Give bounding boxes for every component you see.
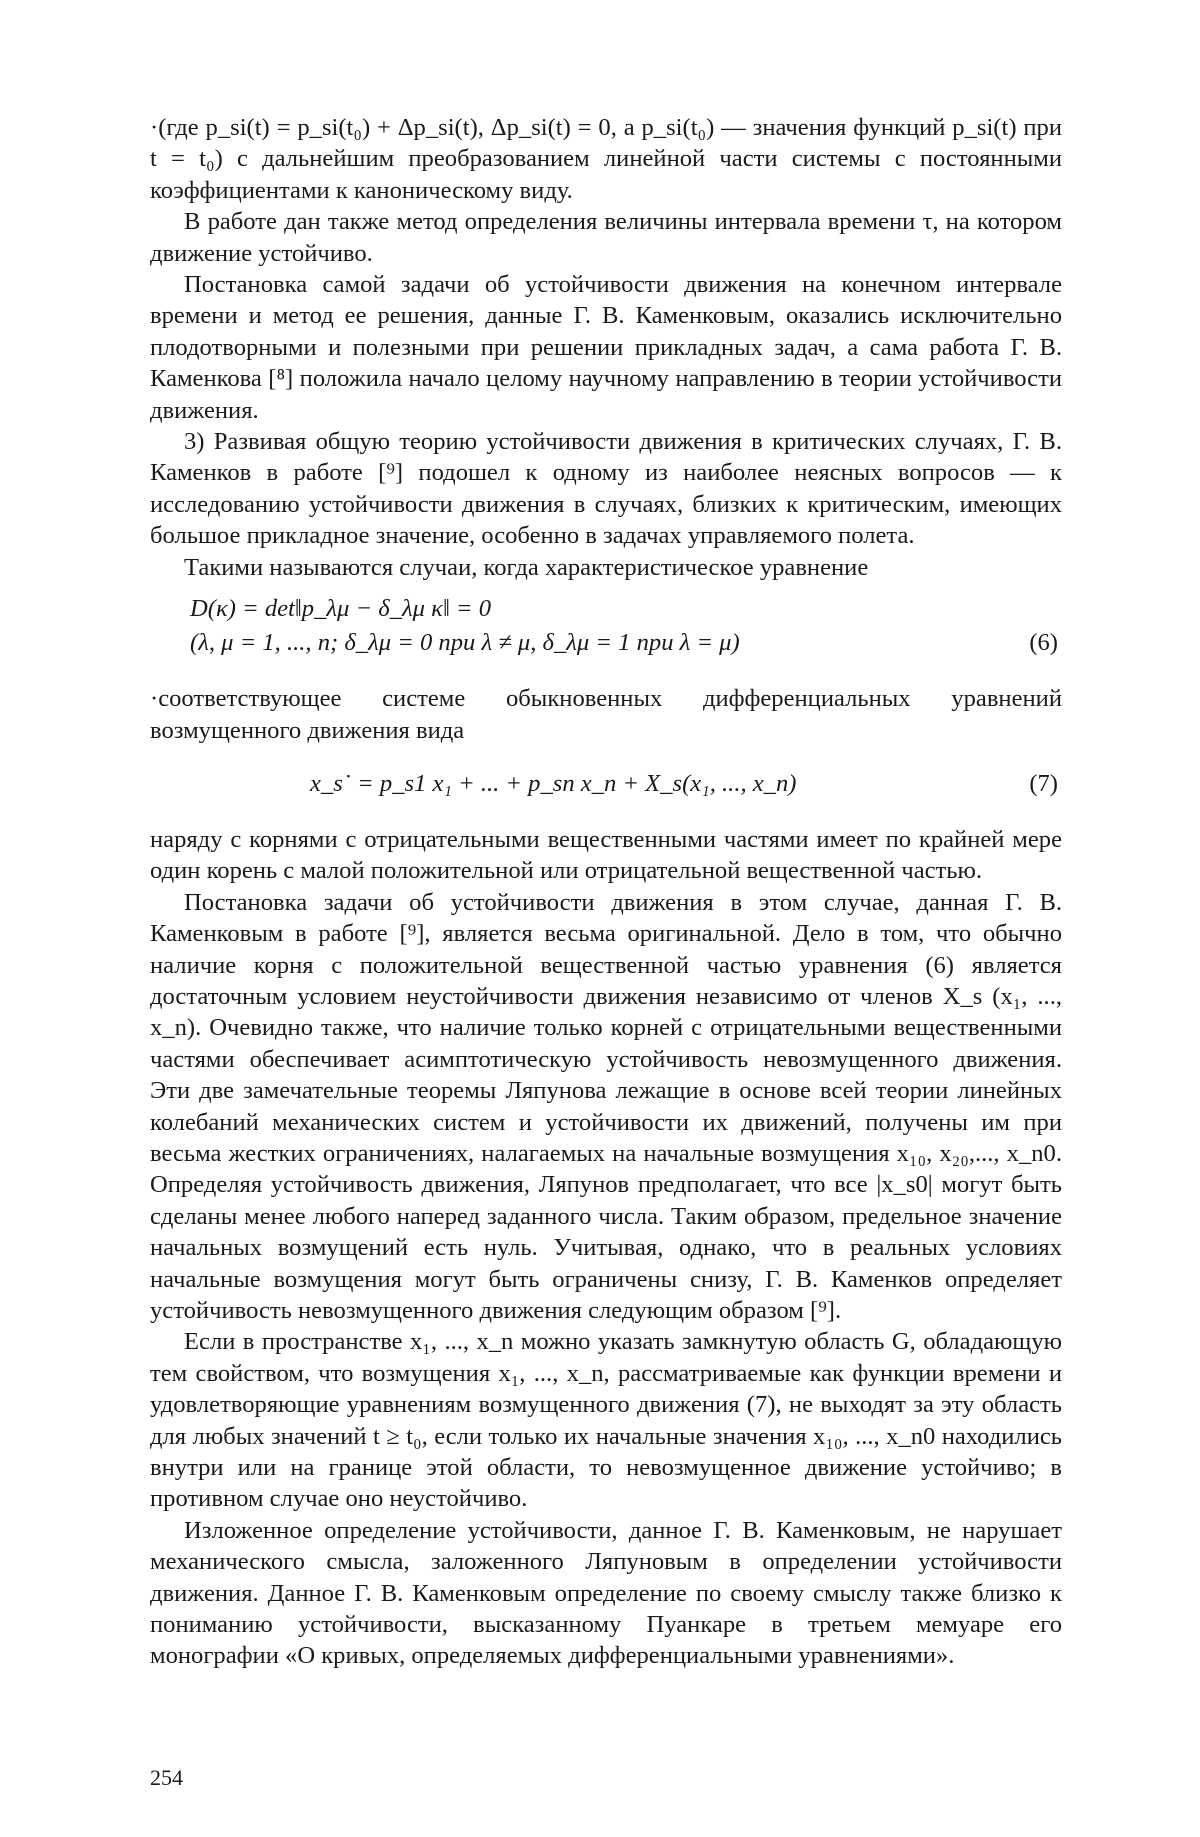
body-text	[150, 112, 1062, 1672]
paragraph-4: 3) Развивая общую теорию устойчивости движения в критических случаях, Г. В. Каменков в работе [⁹] подошел к одному из наиболее неясных вопросов — к исследованию устойчивости движения в случаях, близких к критическим, имеющих большое прикладное значение, особенно в задачах управляемого полета.	[150, 426, 1062, 552]
paragraph-2: В работе дан также метод определения величины интервала времени τ, на котором движение устойчиво.	[150, 206, 1062, 269]
equation-7-line	[150, 768, 1062, 802]
paragraph-6: ·соответствующее системе обыкновенных дифференциальных уравнений возмущенного движения вида	[150, 683, 1062, 746]
paragraph-3: Постановка самой задачи об устойчивости движения на конечном интервале времени и метод ее решения, данные Г. В. Каменковым, оказались исключительно плодотворными и полезными при решении прикладных задач, а сама работа Г. В. Каменкова [⁸] положила начало целому научному направлению в теории устойчивости движения.	[150, 269, 1062, 426]
paragraph-8: Постановка задачи об устойчивости движения в этом случае, данная Г. В. Каменковым в работе [⁹], является весьма оригинальной. Дело в том, что обычно наличие корня с положительной вещественной частью уравнения (6) является достаточным условием неустойчивости движения независимо от членов X_s (x₁, ..., x_n). Очевидно также, что наличие только корней с отрицательными вещественными частями обеспечивает асимптотическую устойчивость невозмущенного движения. Эти две замечательные теоремы Ляпунова лежащие в основе всей теории линейных колебаний механических систем и устойчивости их движений, получены им при весьма жестких ограничениях, налагаемых на начальные возмущения x₁₀, x₂₀,..., x_n0. Определяя устойчивость движения, Ляпунов предполагает, что все |x_s0| могут быть сделаны менее любого наперед заданного числа. Таким образом, предельное значение начальных возмущений есть нуль. Учитывая, однако, что в реальных условиях начальные возмущения могут быть ограничены снизу, Г. В. Каменков определяет устойчивость невозмущенного движения следующим образом [⁹].	[150, 887, 1062, 1327]
equation-6-line-1	[150, 593, 1062, 627]
equation-6-formula: D(κ) = det‖p_λμ − δ_λμ κ‖ = 0	[190, 593, 491, 624]
page-number: 254	[150, 1765, 183, 1791]
equation-6-number: (6)	[1029, 627, 1058, 658]
equation-7-formula: x_s˙ = p_s1 x₁ + ... + p_sn x_n + X_s(x₁, ..., x_n)	[310, 768, 796, 799]
equation-6-conditions: (λ, μ = 1, ..., n; δ_λμ = 0 при λ ≠ μ, δ_λμ = 1 при λ = μ)	[190, 627, 740, 658]
book-page	[0, 0, 1200, 1837]
paragraph-1: ·(где p_si(t) = p_si(t₀) + Δp_si(t), Δp_si(t) = 0, а p_si(t₀) — значения функций p_si(t) при t = t₀) с дальнейшим преобразованием линейной части системы с постоянными коэффициентами к каноническому виду.	[150, 112, 1062, 206]
equation-6-line-2	[150, 627, 1062, 661]
paragraph-7: наряду с корнями с отрицательными вещественными частями имеет по крайней мере один корень с малой положительной или отрицательной вещественной частью.	[150, 824, 1062, 887]
paragraph-10: Изложенное определение устойчивости, данное Г. В. Каменковым, не нарушает механического смысла, заложенного Ляпуновым в определении устойчивости движения. Данное Г. В. Каменковым определение по своему смыслу также близко к пониманию устойчивости, высказанному Пуанкаре в третьем мемуаре его монографии «О кривых, определяемых дифференциальными уравнениями».	[150, 1515, 1062, 1672]
paragraph-9: Если в пространстве x₁, ..., x_n можно указать замкнутую область G, обладающую тем свойством, что возмущения x₁, ..., x_n, рассматриваемые как функции времени и удовлетворяющие уравнениям возмущенного движения (7), не выходят за эту область для любых значений t ≥ t₀, если только их начальные значения x₁₀, ..., x_n0 находились внутри или на границе этой области, то невозмущенное движение устойчиво; в противном случае оно неустойчиво.	[150, 1326, 1062, 1514]
equation-7-number: (7)	[1029, 768, 1058, 799]
paragraph-5: Такими называются случаи, когда характеристическое уравнение	[150, 552, 1062, 583]
